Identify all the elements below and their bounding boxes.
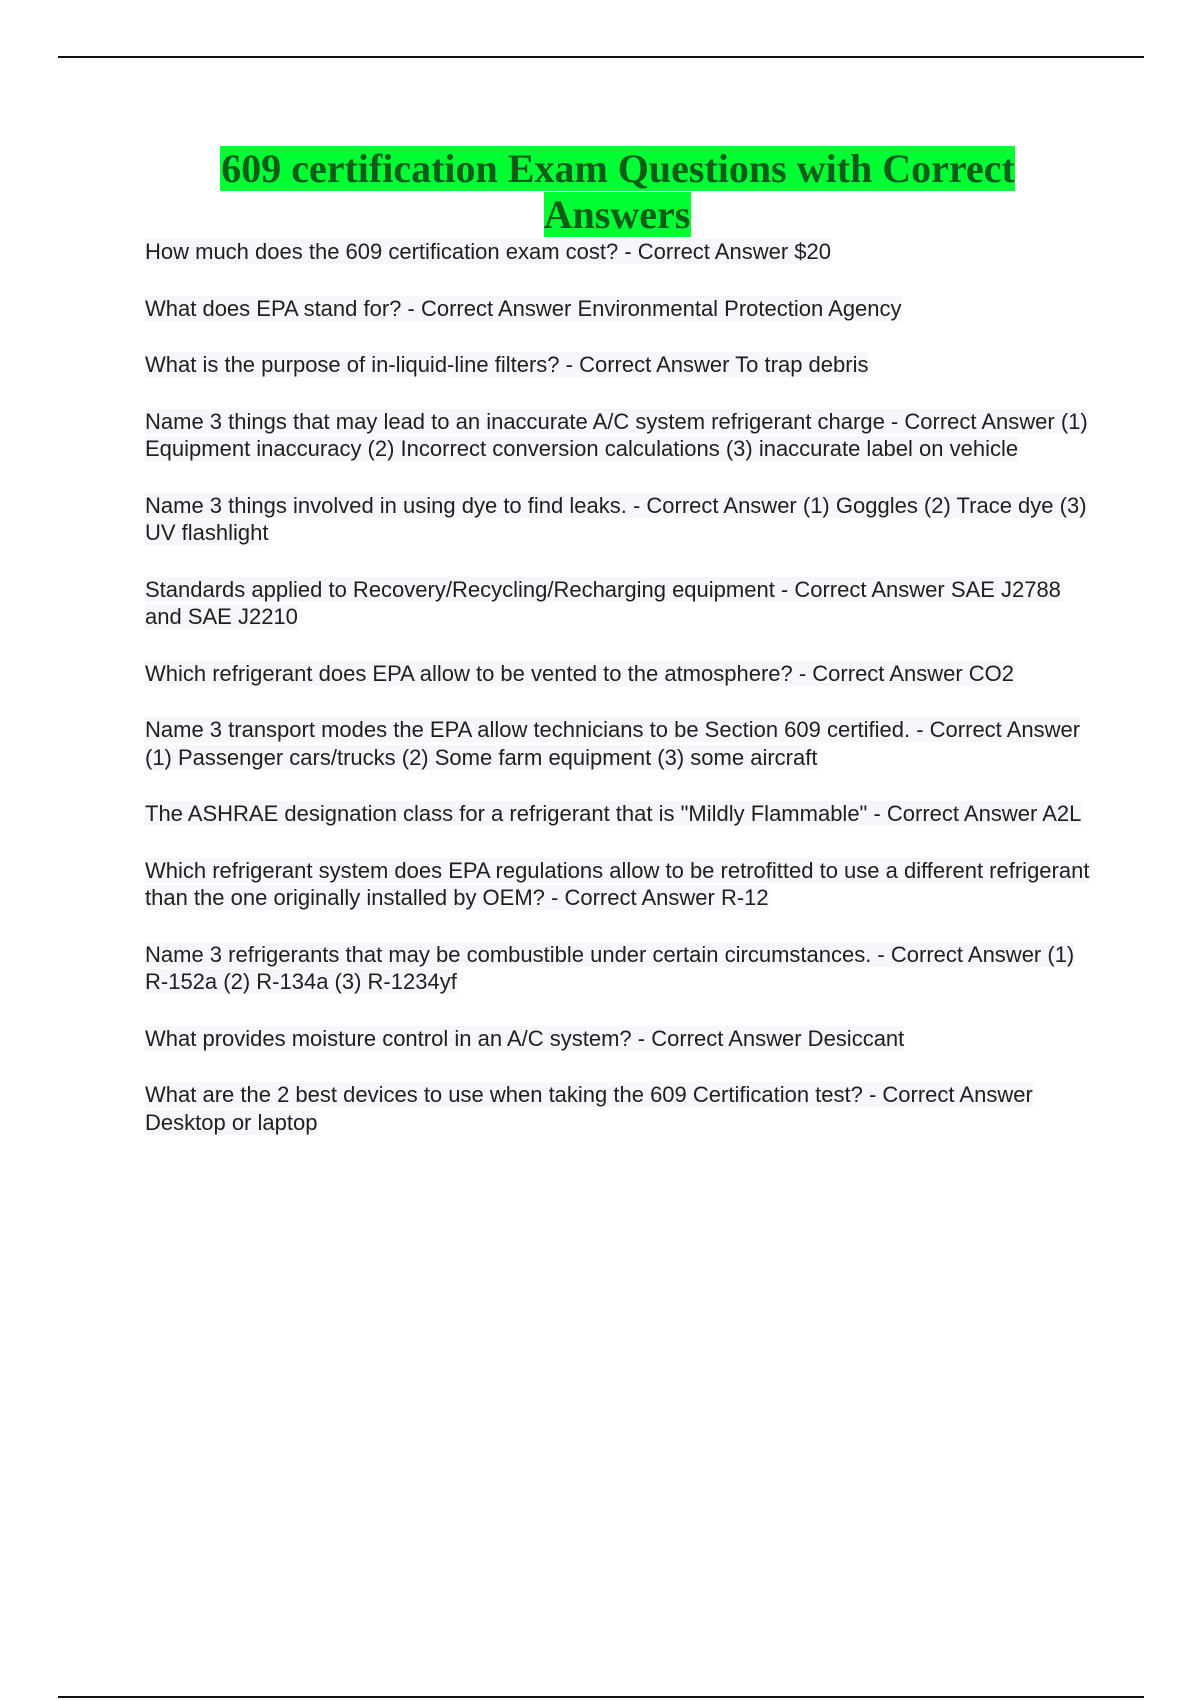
qa-item: What are the 2 best devices to use when taking the 609 Certification test? - Correct Answer Desktop or laptop xyxy=(145,1082,1033,1135)
bottom-rule xyxy=(58,1696,1144,1698)
qa-item: Which refrigerant system does EPA regulations allow to be retrofitted to use a different refrigerant than the one originally installed by OEM? - Correct Answer R-12 xyxy=(145,857,1090,910)
qa-item: What provides moisture control in an A/C system? - Correct Answer Desiccant xyxy=(145,1025,905,1051)
qa-item: Name 3 things involved in using dye to find leaks. - Correct Answer (1) Goggles (2) Trace dye (3) UV flashlight xyxy=(145,492,1087,545)
qa-item: Name 3 refrigerants that may be combustible under certain circumstances. - Correct Answer (1) R-152a (2) R-134a (3) R-1234yf xyxy=(145,941,1075,994)
page-title xyxy=(145,146,1090,238)
qa-item: Standards applied to Recovery/Recycling/Recharging equipment - Correct Answer SAE J2788 and SAE J2210 xyxy=(145,576,1061,629)
qa-item: How much does the 609 certification exam cost? - Correct Answer $20 xyxy=(145,239,831,264)
qa-item: The ASHRAE designation class for a refrigerant that is "Mildly Flammable" - Correct Answer A2L xyxy=(145,801,1082,826)
qa-item: Which refrigerant does EPA allow to be vented to the atmosphere? - Correct Answer CO2 xyxy=(145,660,1015,686)
qa-item: What does EPA stand for? - Correct Answer Environmental Protection Agency xyxy=(145,295,902,321)
qa-list xyxy=(145,238,1090,1136)
top-rule xyxy=(58,56,1144,58)
qa-item: Name 3 things that may lead to an inaccurate A/C system refrigerant charge - Correct Answer (1) Equipment inaccuracy (2) Incorrect conversion calculations (3) inaccurate label on vehicle xyxy=(145,408,1088,461)
qa-item: What is the purpose of in-liquid-line filters? - Correct Answer To trap debris xyxy=(145,352,869,377)
qa-item: Name 3 transport modes the EPA allow technicians to be Section 609 certified. - Correct Answer (1) Passenger cars/trucks (2) Some farm equipment (3) some aircraft xyxy=(145,717,1081,770)
title-highlight: 609 certification Exam Questions with Correct Answers xyxy=(221,146,1015,237)
